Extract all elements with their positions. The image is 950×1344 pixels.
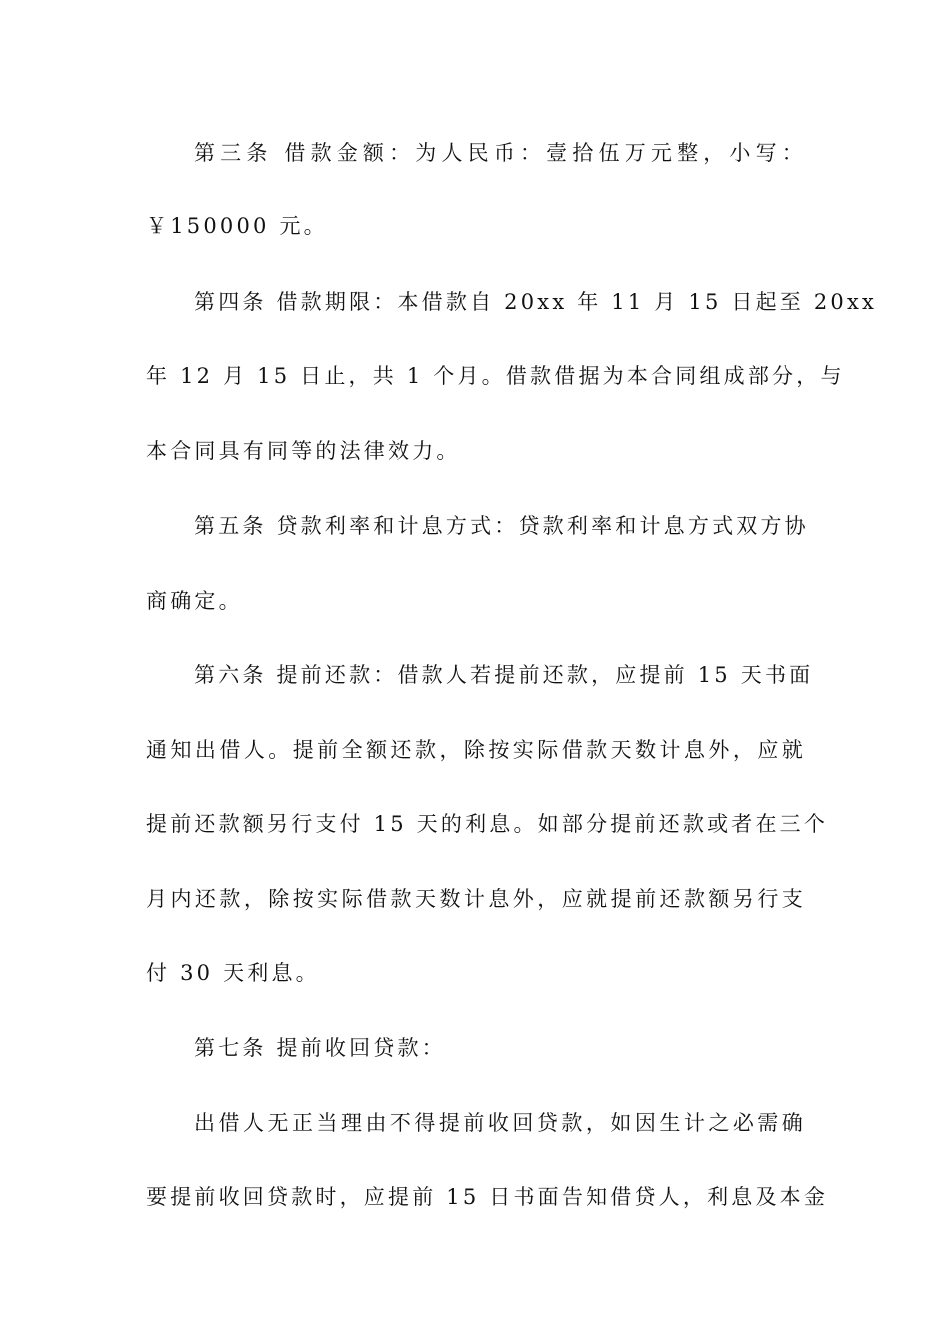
article-4-line-2: 年 12 月 15 日止，共 1 个月。借款借据为本合同组成部分，与 <box>146 364 845 388</box>
article-6-line-3: 提前还款额另行支付 15 天的利息。如部分提前还款或者在三个 <box>146 812 829 836</box>
article-7-heading: 第七条 提前收回贷款： <box>194 1036 446 1060</box>
article-7-line-1: 出借人无正当理由不得提前收回贷款，如因生计之必需确 <box>194 1111 806 1135</box>
article-7-line-2: 要提前收回贷款时，应提前 15 日书面告知借贷人，利息及本金 <box>146 1185 829 1209</box>
article-6-line-1: 第六条 提前还款：借款人若提前还款，应提前 15 天书面 <box>194 663 814 687</box>
article-6-line-2: 通知出借人。提前全额还款，除按实际借款天数计息外，应就 <box>146 738 806 762</box>
article-6-line-4: 月内还款，除按实际借款天数计息外，应就提前还款额另行支 <box>146 887 806 911</box>
article-4-line-3: 本合同具有同等的法律效力。 <box>146 439 461 463</box>
article-6-line-5: 付 30 天利息。 <box>146 961 320 985</box>
article-3-line-2: ￥150000 元。 <box>146 214 328 238</box>
article-4-line-1: 第四条 借款期限：本借款自 20xx 年 11 月 15 日起至 20xx <box>194 290 878 314</box>
article-3-line-1: 第三条 借款金额：为人民币：壹拾伍万元整，小写： <box>194 141 806 165</box>
article-5-line-1: 第五条 贷款利率和计息方式：贷款利率和计息方式双方协 <box>194 514 809 538</box>
article-5-line-2: 商确定。 <box>146 589 243 613</box>
